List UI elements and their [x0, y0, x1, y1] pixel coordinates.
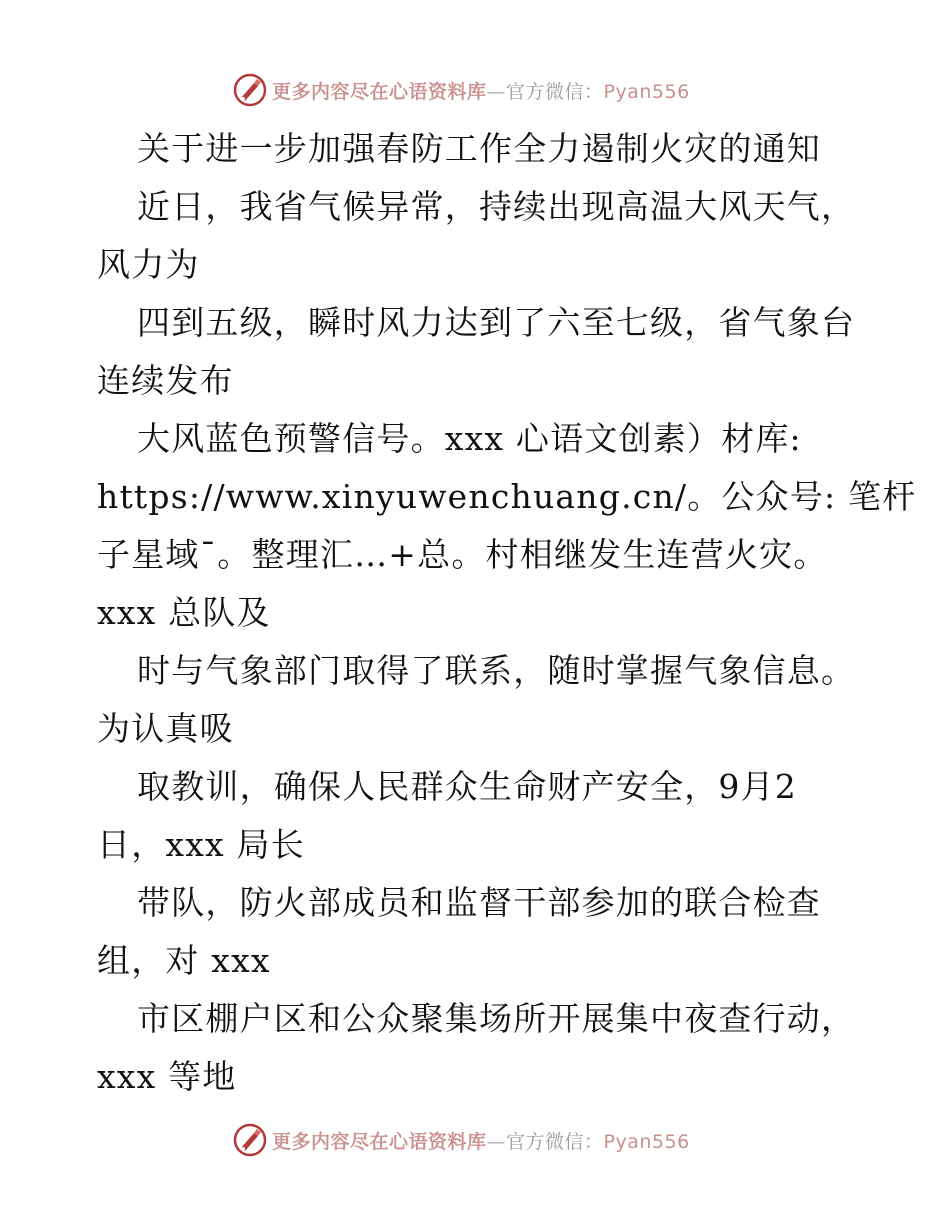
doc-line: 连续发布: [97, 361, 234, 400]
watermark-id: Pyan556: [603, 1130, 690, 1153]
doc-line: 四到五级，瞬时风力达到了六至七级，省气象台: [137, 303, 856, 342]
watermark-label: 官方微信：: [506, 1130, 604, 1153]
pen-logo-icon: [232, 72, 268, 108]
doc-line: https://www.xinyuwenchuang.cn/。公众号: 笔杆: [97, 477, 917, 516]
doc-line: 日，xxx 局长: [97, 825, 305, 864]
watermark-text: [272, 77, 690, 104]
doc-line: 风力为: [97, 245, 200, 284]
footer-watermark: [232, 1120, 690, 1160]
pen-logo-icon: [232, 1122, 268, 1158]
watermark-separator: —: [486, 80, 507, 103]
watermark-main: 更多内容尽在心语资料库: [272, 80, 487, 103]
doc-line: 子星域¯。整理汇…+总。村相继发生连营火灾。: [97, 535, 828, 574]
watermark-main: 更多内容尽在心语资料库: [272, 1130, 487, 1153]
doc-line: 时与气象部门取得了联系，随时掌握气象信息。: [137, 651, 856, 690]
doc-line: xxx 等地: [97, 1057, 237, 1096]
doc-line: xxx 总队及: [97, 593, 271, 632]
watermark-text: [272, 1127, 690, 1154]
watermark-separator: —: [486, 1130, 507, 1153]
watermark-id: Pyan556: [603, 80, 690, 103]
watermark-label: 官方微信：: [506, 80, 604, 103]
doc-line: 为认真吸: [97, 709, 234, 748]
doc-line: 大风蓝色预警信号。xxx 心语文创素）材库:: [137, 419, 802, 458]
doc-line: 带队，防火部成员和监督干部参加的联合检查: [137, 883, 821, 922]
doc-line: 市区棚户区和公众聚集场所开展集中夜查行动，: [137, 999, 856, 1038]
document-body: [97, 120, 917, 1106]
doc-line: 关于进一步加强春防工作全力遏制火灾的通知: [137, 129, 821, 168]
doc-line: 组，对 xxx: [97, 941, 271, 980]
doc-line: 近日，我省气候异常，持续出现高温大风天气，: [137, 187, 856, 226]
header-watermark: [232, 70, 690, 110]
doc-line: 取教训，确保人民群众生命财产安全，9月2: [137, 767, 797, 806]
